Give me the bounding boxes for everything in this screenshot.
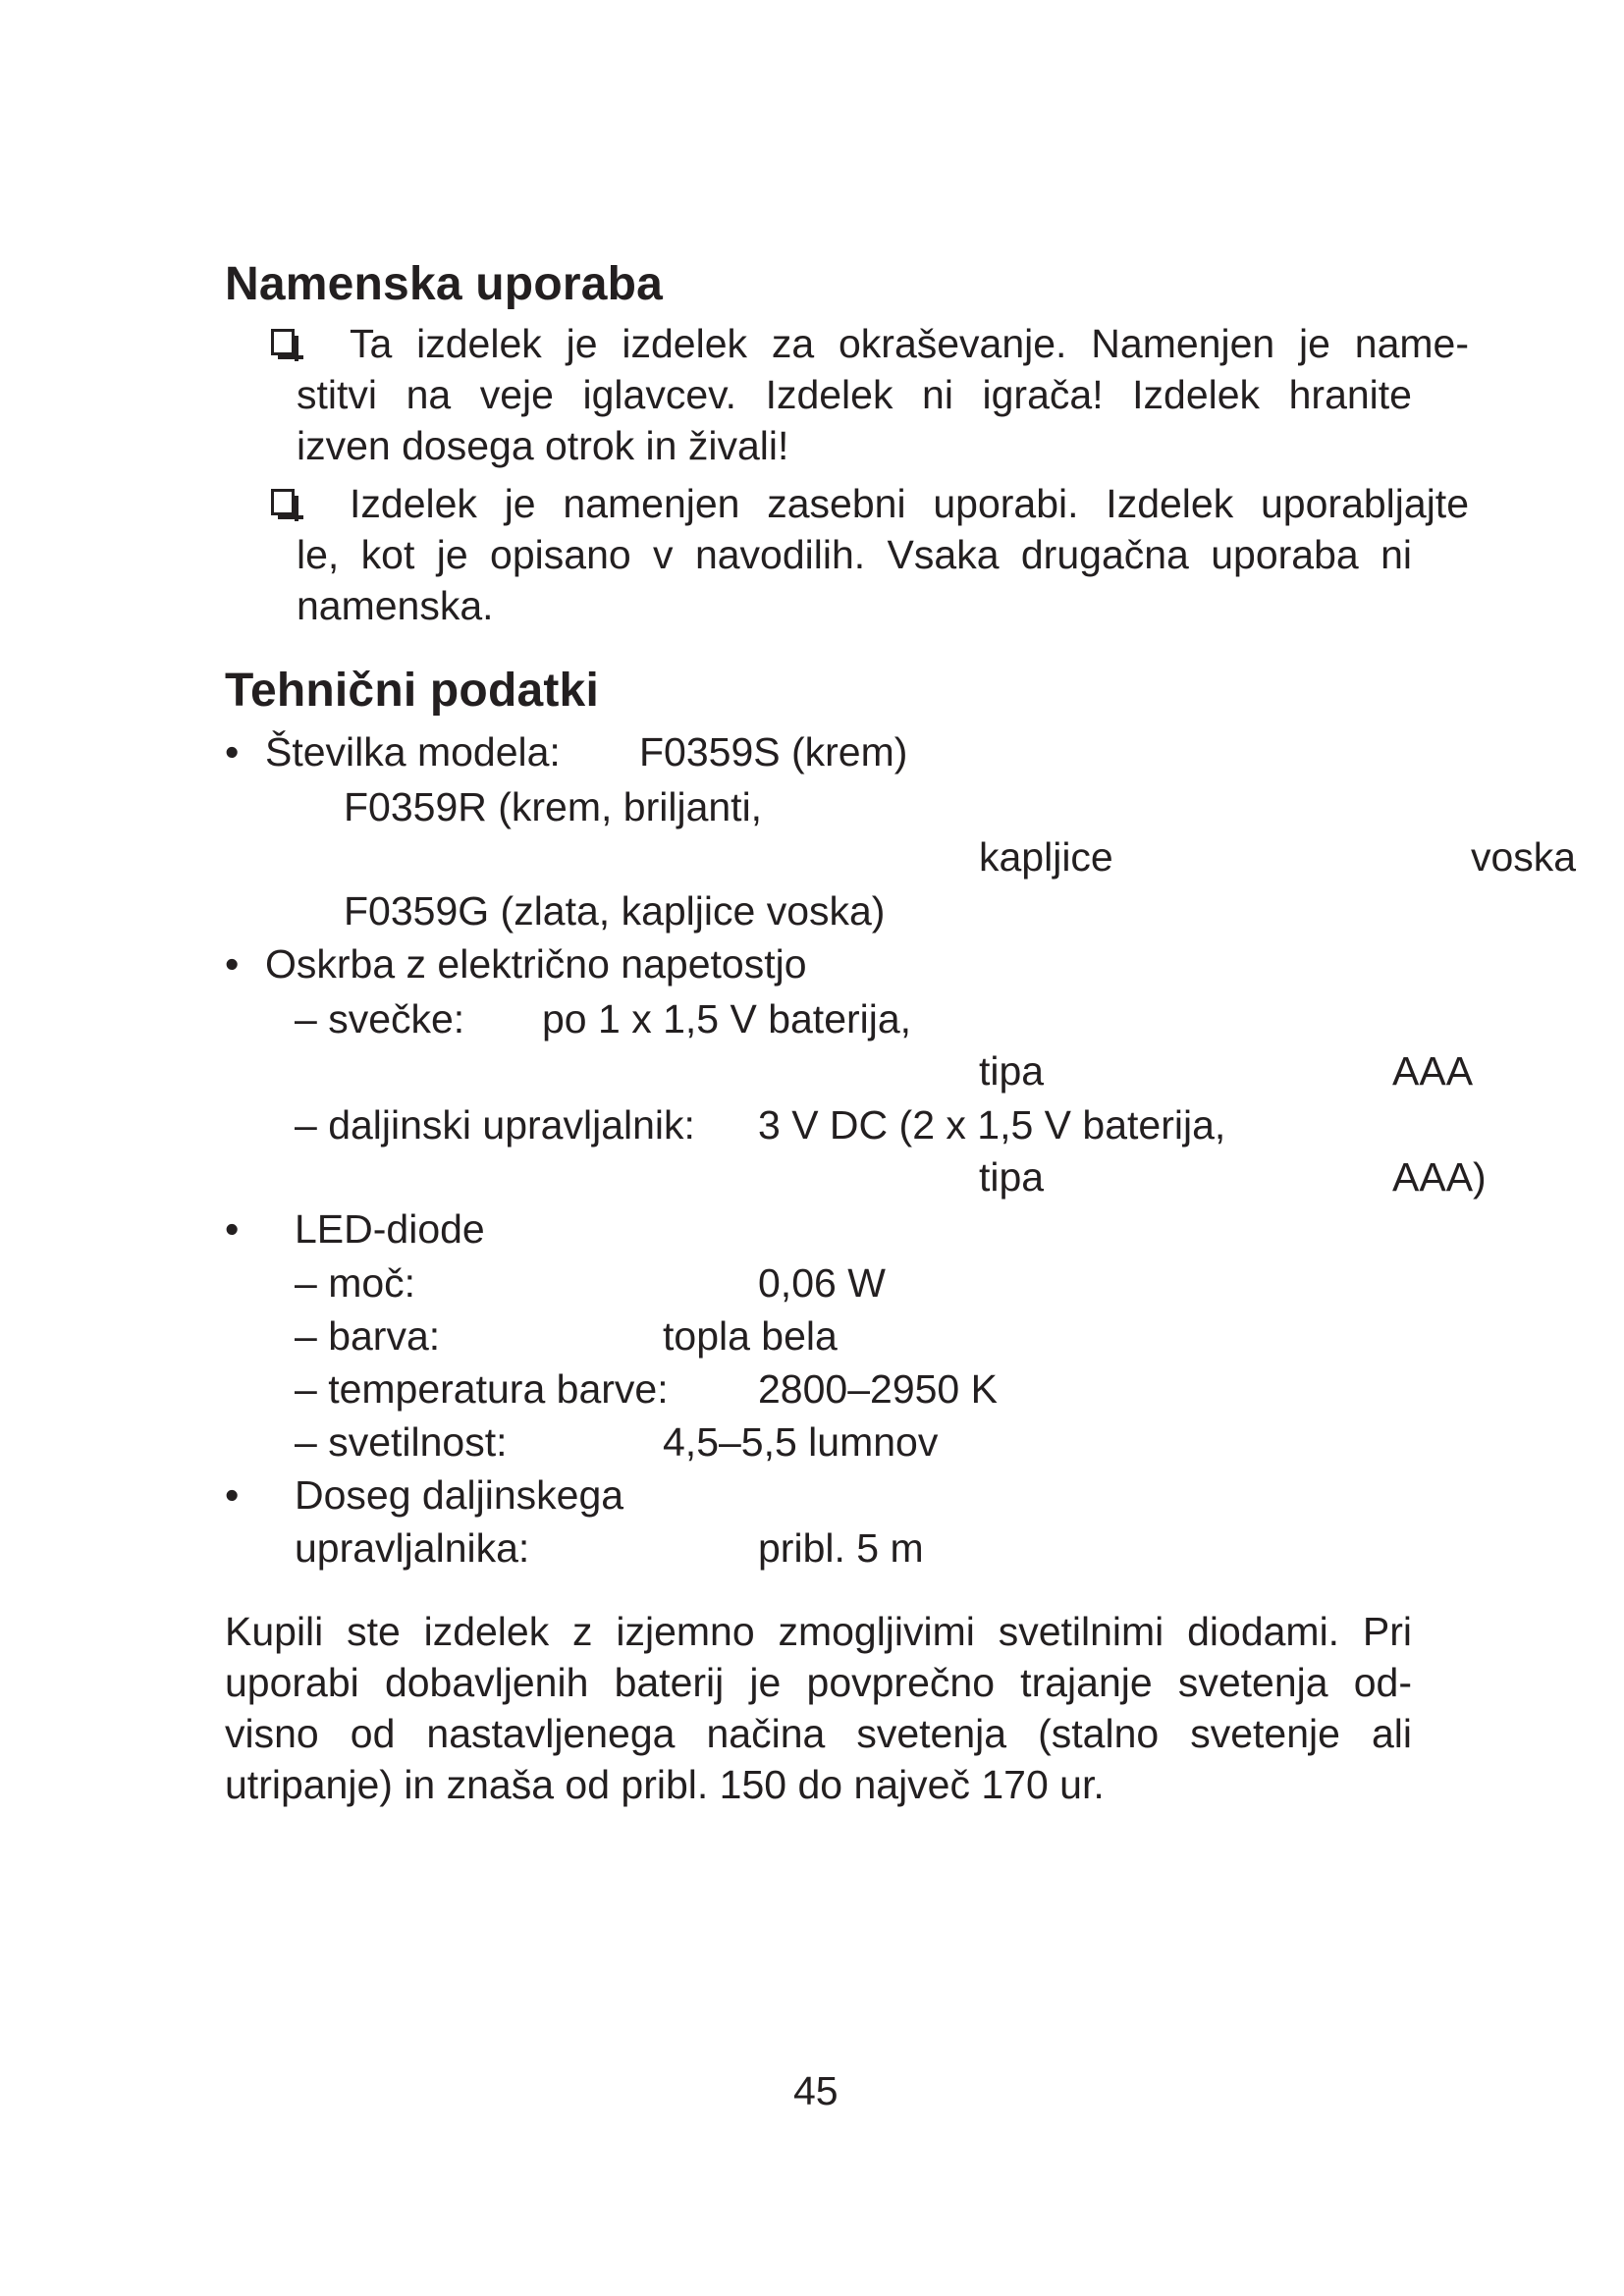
paragraph-line-1: Kupili ste izdelek z izjemno zmogljivimi svetilnimi diodami. Pri (225, 1609, 1412, 1654)
led-label: LED-diode (295, 1206, 485, 1252)
candles-value: po 1 x 1,5 V baterija, (542, 996, 912, 1041)
range-label-line-2: upravljalnika: (295, 1525, 530, 1571)
model-wrap-word-1: kapljice (979, 834, 1113, 880)
checkbox-square-icon (271, 329, 295, 355)
power-label: Oskrba z električno napetostjo (265, 941, 807, 987)
remote-label: – daljinski upravljalnik: (295, 1102, 695, 1148)
remote-wrap-word-1: tipa (979, 1154, 1045, 1200)
use-item-1-line-2: stitvi na veje iglavcev. Izdelek ni igrača! Izdelek hranite (297, 372, 1412, 417)
checkbox-square-icon (271, 489, 295, 515)
model-value-3: F0359G (zlata, kapljice voska) (344, 888, 886, 934)
bullet-icon: • (225, 729, 240, 774)
led-luminosity-label: – svetilnost: (295, 1419, 508, 1465)
use-item-1-line-3: izven dosega otrok in živali! (297, 423, 789, 468)
heading-technical-data: Tehnični podatki (225, 665, 599, 717)
led-color-value: topla bela (663, 1313, 838, 1359)
led-temperature-value: 2800–2950 K (758, 1366, 998, 1412)
model-value-2: F0359R (krem, briljanti, (344, 784, 763, 829)
page-number: 45 (793, 2068, 839, 2113)
remote-value: 3 V DC (2 x 1,5 V baterija, (758, 1102, 1226, 1148)
model-value-1: F0359S (krem) (639, 729, 908, 774)
paragraph-line-2: uporabi dobavljenih baterij je povprečno trajanje svetenja od- (225, 1660, 1412, 1705)
remote-wrap-word-2: AAA) (1392, 1154, 1487, 1200)
candles-label: – svečke: (295, 996, 465, 1041)
paragraph-line-4: utripanje) in znaša od pribl. 150 do največ 170 ur. (225, 1762, 1105, 1807)
model-wrap-word-2: voska (1471, 834, 1577, 880)
use-item-1-line-1: Ta izdelek je izdelek za okraševanje. Namenjen je name- (350, 321, 1469, 366)
bullet-icon: • (225, 941, 240, 987)
candles-wrap-word-2: AAA (1392, 1048, 1474, 1094)
led-luminosity-value: 4,5–5,5 lumnov (663, 1419, 939, 1465)
led-power-value: 0,06 W (758, 1260, 886, 1306)
model-label: Številka modela: (265, 729, 561, 774)
bullet-icon: • (225, 1472, 240, 1518)
use-item-2-line-1: Izdelek je namenjen zasebni uporabi. Izdelek uporabljajte (350, 481, 1469, 526)
led-color-label: – barva: (295, 1313, 441, 1359)
heading-intended-use: Namenska uporaba (225, 258, 664, 310)
range-label-line-1: Doseg daljinskega (295, 1472, 624, 1518)
use-item-2-line-2: le, kot je opisano v navodilih. Vsaka drugačna uporaba ni (297, 532, 1412, 577)
bullet-icon: • (225, 1206, 240, 1252)
candles-wrap-word-1: tipa (979, 1048, 1045, 1094)
paragraph-line-3: visno od nastavljenega načina svetenja (stalno svetenje ali (225, 1711, 1412, 1756)
led-temperature-label: – temperatura barve: (295, 1366, 669, 1412)
use-item-2-line-3: namenska. (297, 583, 494, 628)
range-value: pribl. 5 m (758, 1525, 924, 1571)
led-power-label: – moč: (295, 1260, 416, 1306)
